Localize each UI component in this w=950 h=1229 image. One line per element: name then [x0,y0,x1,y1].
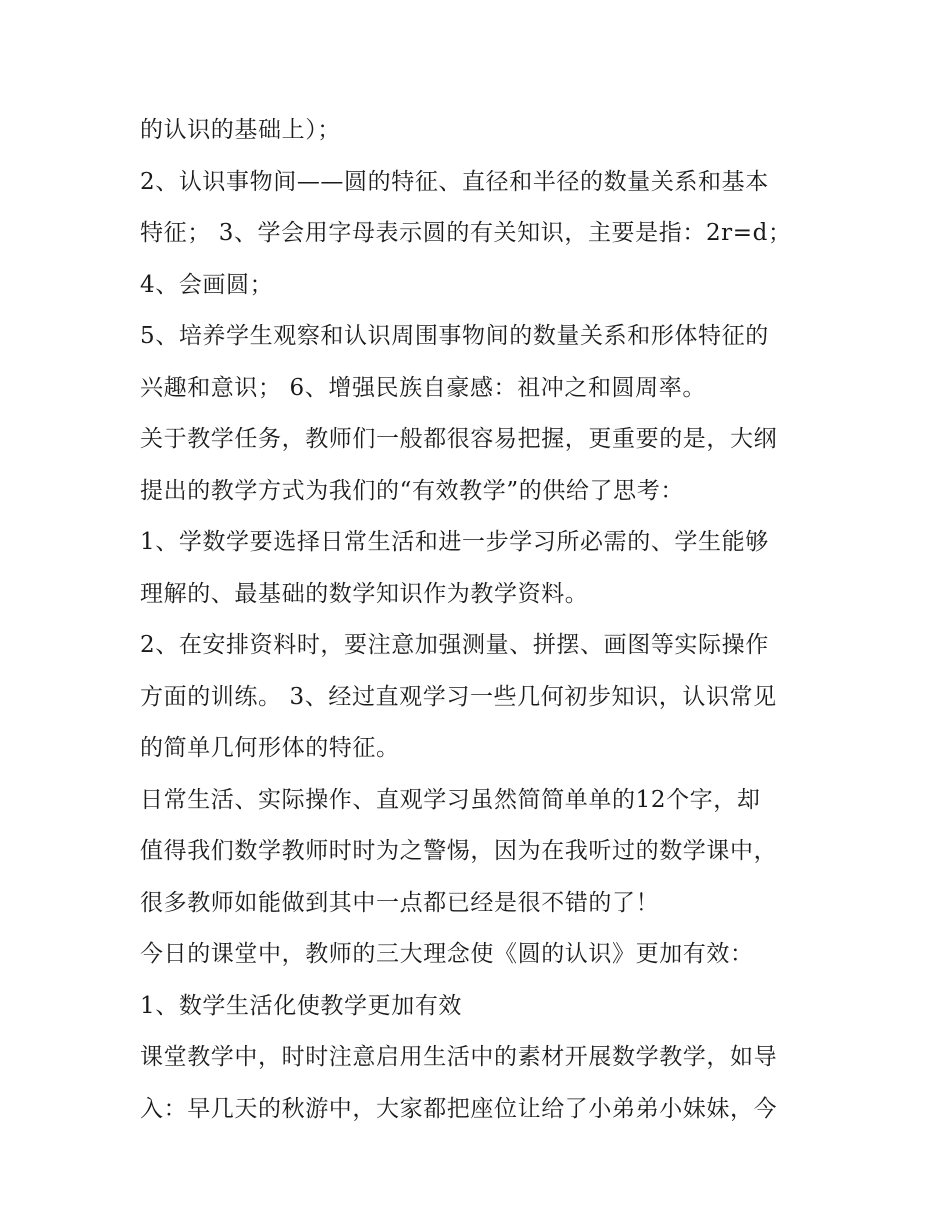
text-line: 入：早几天的秋游中，大家都把座位让给了小弟弟小妹妹，今 [140,1095,778,1122]
text-line: 5、培养学生观察和认识周围事物间的数量关系和形体特征的 [140,323,769,349]
text-line: 日常生活、实际操作、直观学习虽然简简单单的12个字，却 [140,786,761,813]
text-line: 值得我们数学教师时时为之警惕，因为在我听过的数学课中， [140,838,778,864]
text-line: 的简单几何形体的特征。 [140,735,400,761]
document-body [140,105,820,1135]
text-line: 课堂教学中，时时注意启用生活中的素材开展数学教学，如导 [140,1044,778,1070]
text-line: 关于教学任务，教师们一般都很容易把握，更重要的是，大纲 [140,426,778,452]
text-line: 很多教师如能做到其中一点都已经是很不错的了！ [140,889,660,916]
text-line: 2、认识事物间——圆的特征、直径和半径的数量关系和基本 [140,168,769,195]
text-line: 理解的、最基础的数学知识作为教学资料。 [140,580,589,607]
text-line: 今日的课堂中，教师的三大理念使《圆的认识》更加有效： [140,941,754,967]
text-line: 1、数学生活化使教学更加有效 [140,992,463,1019]
text-line: 特征； 3、学会用字母表示圆的有关知识，主要是指：2r=d； [140,220,792,246]
text-line: 提出的教学方式为我们的“有效教学”的供给了思考： [140,477,684,504]
text-line: 兴趣和意识； 6、增强民族自豪感：祖冲之和圆周率。 [140,374,706,401]
text-line: 1、学数学要选择日常生活和进一步学习所必需的、学生能够 [140,529,769,555]
text-line: 2、在安排资料时，要注意加强测量、拼摆、画图等实际操作 [140,632,769,658]
text-line: 方面的训练。 3、经过直观学习一些几何初步知识，认识常见 [140,683,777,710]
text-line: 的认识的基础上）； [140,117,341,143]
text-line: 4、会画圆； [140,271,274,298]
